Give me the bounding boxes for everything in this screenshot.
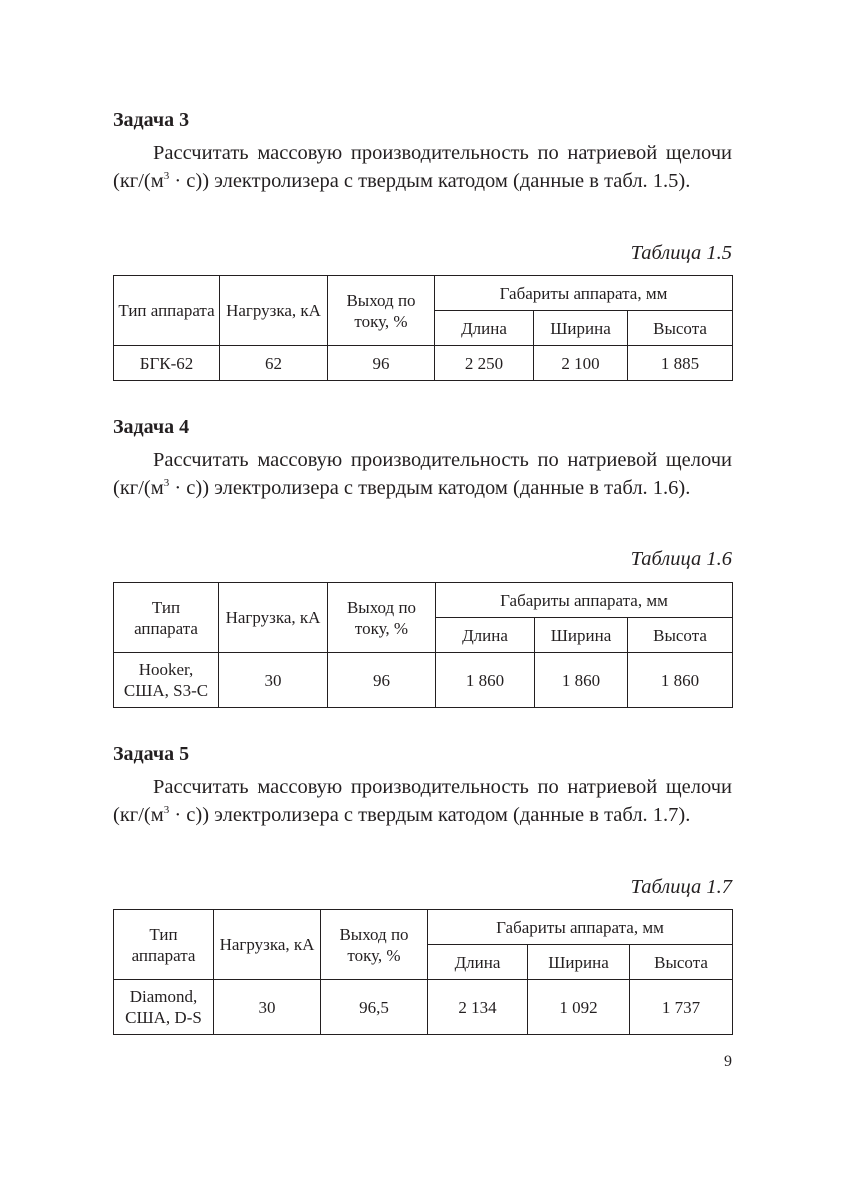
data-table — [113, 582, 733, 708]
task-title: Задача 5 — [113, 743, 190, 765]
task-3 — [113, 108, 732, 198]
task-title: Задача 3 — [113, 109, 190, 131]
cell-length: 2 250 — [435, 346, 534, 381]
header-type: Тип аппарата — [114, 583, 219, 653]
header-dimensions: Габариты аппарата, мм — [428, 910, 733, 945]
header-width: Ширина — [535, 618, 628, 653]
header-dimensions: Габариты аппарата, мм — [435, 276, 733, 311]
cell-length: 1 860 — [436, 653, 535, 708]
cell-type: БГК-62 — [114, 346, 220, 381]
header-length: Длина — [435, 311, 534, 346]
cell-width: 1 860 — [535, 653, 628, 708]
task-text: Рассчитать массовую производительность по натриевой щелочи $(кг/(м^3 \cdot с))$ электролизера с твердым катодом (данные в табл. 1.5). — [113, 142, 732, 192]
table-caption: Таблица 1.6 — [630, 548, 732, 570]
cell-load: 62 — [220, 346, 328, 381]
header-load: Нагрузка, кА — [220, 276, 328, 346]
header-length: Длина — [428, 945, 528, 980]
data-table — [113, 275, 733, 381]
header-type: Тип аппарата — [114, 910, 214, 980]
cell-length: 2 134 — [428, 980, 528, 1035]
task-text: Рассчитать массовую производительность по натриевой щелочи $(кг/(м^3 \cdot с))$ электролизера с твердым катодом (данные в табл. 1.7). — [113, 776, 732, 826]
header-yield: Выход по току, % — [321, 910, 428, 980]
task-4 — [113, 415, 732, 505]
cell-width: 1 092 — [528, 980, 630, 1035]
header-yield: Выход по току, % — [328, 583, 436, 653]
cell-type: Hooker, США, S3-C — [114, 653, 219, 708]
task-title: Задача 4 — [113, 416, 190, 438]
task-5 — [113, 742, 732, 832]
table-row — [114, 980, 733, 1035]
cell-yield: 96 — [328, 653, 436, 708]
cell-width: 2 100 — [534, 346, 628, 381]
header-yield: Выход по току, % — [328, 276, 435, 346]
header-length: Длина — [436, 618, 535, 653]
cell-height: 1 860 — [628, 653, 733, 708]
cell-yield: 96,5 — [321, 980, 428, 1035]
header-width: Ширина — [534, 311, 628, 346]
header-load: Нагрузка, кА — [219, 583, 328, 653]
data-table — [113, 909, 733, 1035]
header-height: Высота — [630, 945, 733, 980]
header-type: Тип аппарата — [114, 276, 220, 346]
header-height: Высота — [628, 618, 733, 653]
table-row — [114, 346, 733, 381]
header-dimensions: Габариты аппарата, мм — [436, 583, 733, 618]
cell-load: 30 — [219, 653, 328, 708]
table-caption: Таблица 1.5 — [630, 242, 732, 264]
task-text: Рассчитать массовую производительность по натриевой щелочи $(кг/(м^3 \cdot с))$ электролизера с твердым катодом (данные в табл. 1.6). — [113, 449, 732, 499]
header-height: Высота — [628, 311, 733, 346]
cell-height: 1 885 — [628, 346, 733, 381]
cell-height: 1 737 — [630, 980, 733, 1035]
header-width: Ширина — [528, 945, 630, 980]
table-row — [114, 653, 733, 708]
page-number: 9 — [724, 1053, 732, 1070]
cell-load: 30 — [214, 980, 321, 1035]
header-load: Нагрузка, кА — [214, 910, 321, 980]
cell-yield: 96 — [328, 346, 435, 381]
table-caption: Таблица 1.7 — [630, 876, 732, 898]
cell-type: Diamond, США, D-S — [114, 980, 214, 1035]
